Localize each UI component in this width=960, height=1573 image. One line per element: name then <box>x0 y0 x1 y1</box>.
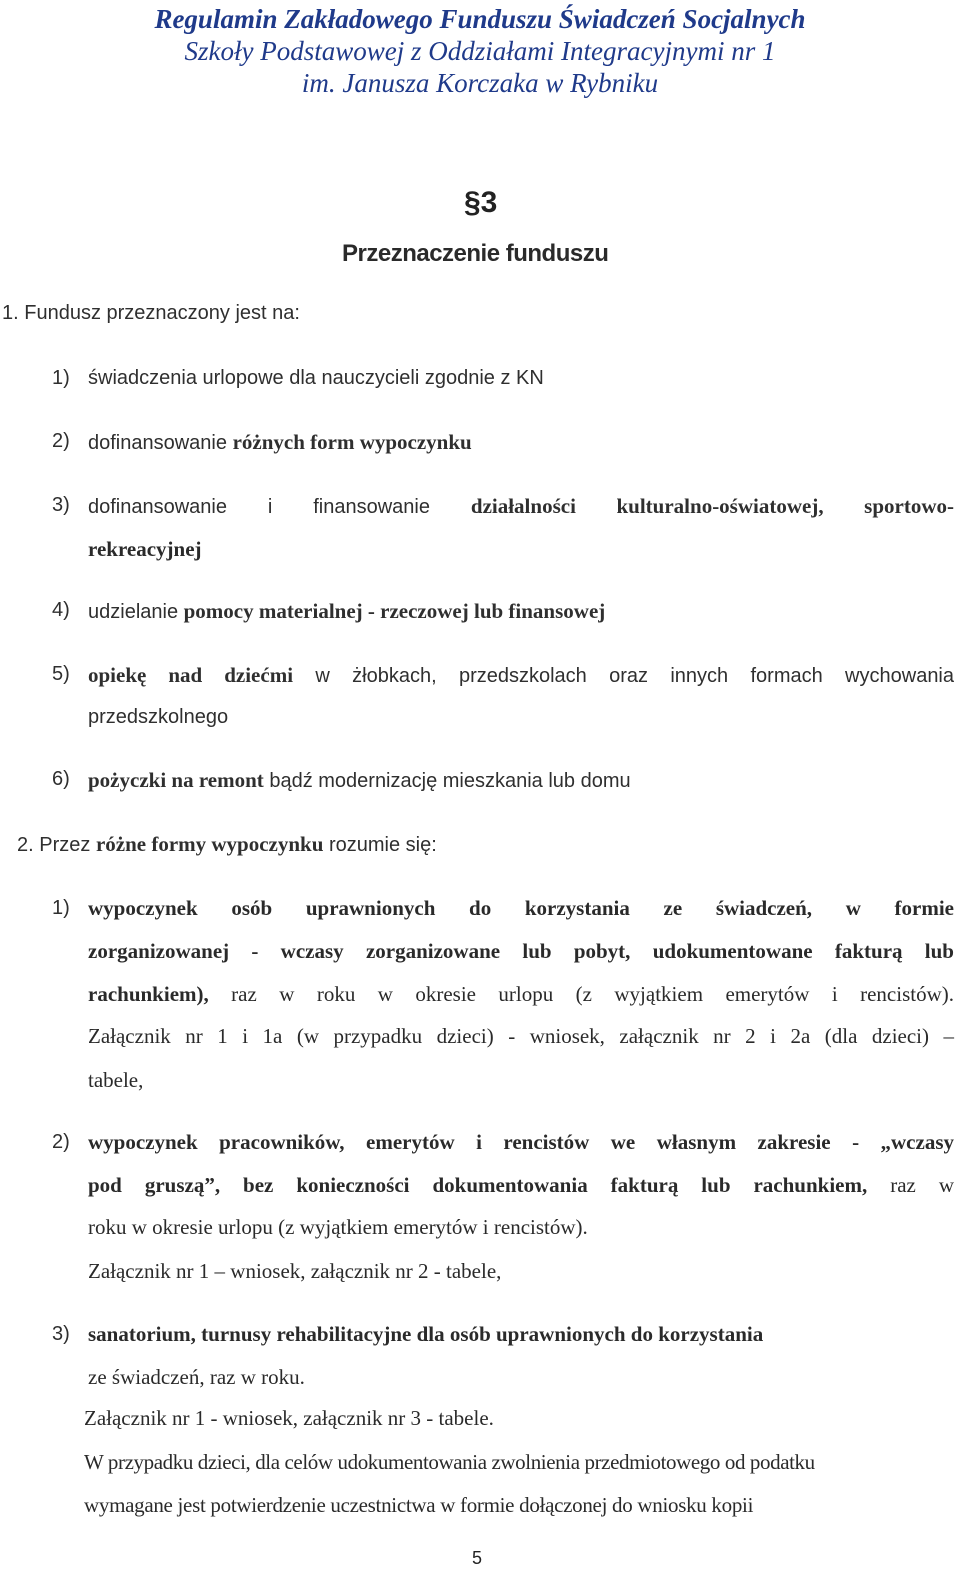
list-item-continuation: rekreacyjnej <box>88 537 202 561</box>
list-item-number: 3) <box>52 1323 70 1345</box>
list-item-number: 6) <box>52 768 70 790</box>
list-item-continuation: przedszkolnego <box>88 706 229 728</box>
list-item-text: udzielanie pomocy materialnej - rzeczowej lub finansowej <box>88 599 606 623</box>
attachment-note: Załącznik nr 1 i 1a (w przypadku dzieci) - wniosek, załącznik nr 2 i 2a (dla dzieci) – <box>88 1024 954 1048</box>
page-number: 5 <box>472 1548 483 1568</box>
list-item-continuation: zorganizowanej - wczasy zorganizowane lub pobyt, udokumentowane fakturą lub <box>88 939 954 963</box>
list-item-number: 2) <box>52 430 70 452</box>
list-item-text: świadczenia urlopowe dla nauczycieli zgodnie z KN <box>88 367 544 389</box>
list-item-text: pożyczki na remont bądź modernizację mieszkania lub domu <box>88 768 631 792</box>
list-item-number: 2) <box>52 1131 70 1153</box>
list-item-text: wypoczynek pracowników, emerytów i rencistów we własnym zakresie - „wczasy <box>88 1130 954 1154</box>
section-symbol: §3 <box>464 186 498 219</box>
list-item-text: dofinansowanie i finansowanie działalności kulturalno-oświatowej, sportowo- <box>88 494 954 518</box>
document-header-school: Szkoły Podstawowej z Oddziałami Integracyjnymi nr 1 <box>184 36 776 66</box>
list-item-number: 5) <box>52 663 70 685</box>
list-item-number: 1) <box>52 367 70 389</box>
list-item-continuation: rachunkiem), raz w roku w okresie urlopu (z wyjątkiem emerytów i rencistów). <box>88 982 954 1006</box>
attachment-note: Załącznik nr 1 - wniosek, załącznik nr 3 - tabele. <box>84 1406 494 1430</box>
list-item-continuation: pod gruszą”, bez konieczności dokumentowania fakturą lub rachunkiem, raz w <box>88 1173 954 1197</box>
list-item-number: 3) <box>52 494 70 516</box>
list-item-text: sanatorium, turnusy rehabilitacyjne dla osób uprawnionych do korzystania <box>88 1322 764 1346</box>
section-title: Przeznaczenie funduszu <box>342 240 609 267</box>
note-text-continuation: wymagane jest potwierdzenie uczestnictwa w formie dołączonej do wniosku kopii <box>84 1493 754 1517</box>
list-item-number: 4) <box>52 599 70 621</box>
paragraph-1-intro: 1. Fundusz przeznaczony jest na: <box>2 302 300 324</box>
list-item-number: 1) <box>52 897 70 919</box>
document-header-location: im. Janusza Korczaka w Rybniku <box>301 68 659 98</box>
list-item-text: dofinansowanie różnych form wypoczynku <box>88 430 472 454</box>
document-header-title: Regulamin Zakładowego Funduszu Świadczeń Socjalnych <box>154 4 806 34</box>
list-item-text: wypoczynek osób uprawnionych do korzystania ze świadczeń, w formie <box>88 896 954 920</box>
list-item-text: opiekę nad dziećmi w żłobkach, przedszkolach oraz innych formach wychowania <box>88 663 955 687</box>
list-item-continuation: roku w okresie urlopu (z wyjątkiem emerytów i rencistów). <box>88 1215 588 1239</box>
attachment-note: Załącznik nr 1 – wniosek, załącznik nr 2 - tabele, <box>88 1259 502 1283</box>
list-item-continuation: ze świadczeń, raz w roku. <box>88 1365 305 1389</box>
attachment-note-continuation: tabele, <box>88 1068 144 1092</box>
note-text: W przypadku dzieci, dla celów udokumentowania zwolnienia przedmiotowego od podatku <box>84 1450 815 1474</box>
paragraph-2-intro: 2. Przez różne formy wypoczynku rozumie się: <box>17 832 437 856</box>
